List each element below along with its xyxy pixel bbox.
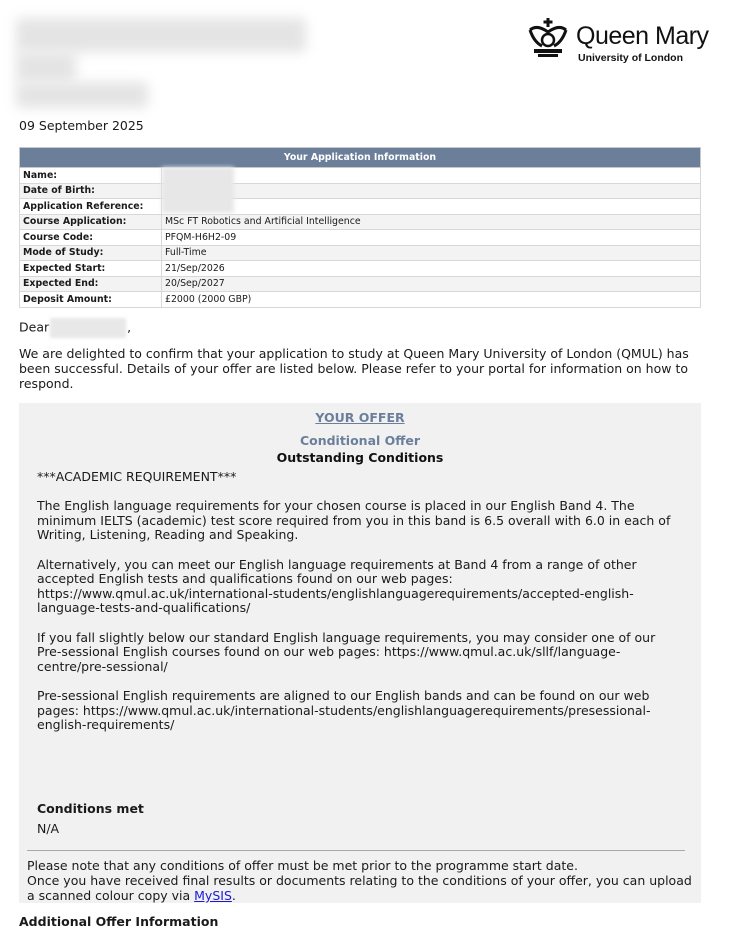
table-row [20,168,701,184]
row-value-dob [162,183,701,199]
table-row [20,183,701,199]
additional-offer-heading: Additional Offer Information [19,914,219,929]
row-value-start: 21/Sep/2026 [162,261,701,277]
offer-heading: YOUR OFFER [315,410,405,425]
mysis-link[interactable]: MySIS [194,888,232,903]
letter-date: 09 September 2025 [19,118,144,133]
conditions-met-value: N/A [37,821,60,836]
condition-paragraph: ***ACADEMIC REQUIREMENT*** [37,469,237,484]
row-label-start: Expected Start: [20,261,162,277]
table-row [20,199,701,215]
condition-paragraph: If you fall slightly below our standard English language requirements, you may consider one of our Pre-sessional English courses found on our web pages: https://www.qmul.ac.uk/sllf/language-centre/pre-sessional/ [37,629,656,674]
logo-name: Queen Mary [576,22,709,50]
application-info-title: Your Application Information [20,148,701,168]
note-end: . [231,888,236,903]
salutation: Dear [19,319,50,335]
redacted-address [16,18,306,52]
row-label-end: Expected End: [20,276,162,292]
condition-paragraph: The English language requirements for your chosen course is placed in our English Band 4. The minimum IELTS (academic) test score required from you in this band is 6.5 overall with 6.0 in each of Writing, Listening, Reading and Speaking. [37,498,671,543]
table-row [20,230,701,246]
redacted-personal-details [162,167,234,213]
row-value-mode: Full-Time [162,245,701,261]
condition-paragraph: Alternatively, you can meet our English language requirements at Band 4 from a range of other accepted English tests and qualifications found on our web pages: https://www.qmul.ac.uk/international-students/englishlanguagerequirements/accepted-english-language-tests-and-qualifications/ [37,556,637,616]
redacted-address-line-3 [16,82,148,108]
conditions-met-heading: Conditions met [37,801,144,816]
table-row [20,261,701,277]
redacted-recipient-name [50,318,126,338]
table-row [20,292,701,308]
row-value-end: 20/Sep/2027 [162,276,701,292]
table-row [20,276,701,292]
offer-type: Conditional Offer [299,433,421,448]
salutation-punctuation: , [127,319,132,335]
crown-crest-icon [526,18,570,58]
greeting [19,318,131,338]
row-label-course-code: Course Code: [20,230,162,246]
note-line-2: Once you have received final results or documents relating to the conditions of your offer, you can upload a scanned colour copy via [27,873,692,903]
offer-panel [19,403,701,903]
redacted-address-line-2 [16,52,76,82]
row-value-reference [162,199,701,215]
outstanding-conditions-heading: Outstanding Conditions [276,450,444,465]
university-logo [526,18,709,68]
conditions-text [37,470,683,747]
row-label-mode: Mode of Study: [20,245,162,261]
note-line-1: Please note that any conditions of offer must be met prior to the programme start date. [27,858,578,873]
row-value-name [162,168,701,184]
row-value-course-code: PFQM-H6H2-09 [162,230,701,246]
logo-subtitle: University of London [578,52,683,64]
table-row [20,245,701,261]
condition-paragraph: Pre-sessional English requirements are aligned to our English bands and can be found on our web pages: https://www.qmul.ac.uk/international-students/englishlanguagerequirements/presessional-english-requirements/ [37,687,651,733]
row-label-course: Course Application: [20,214,162,230]
row-label-reference: Application Reference: [20,199,162,215]
intro-paragraph: We are delighted to confirm that your application to study at Queen Mary University of London (QMUL) has been successful. Details of your offer are listed below. Please refer to your portal for information on how to respond. [19,346,689,391]
divider [27,850,685,851]
row-value-deposit: £2000 (2000 GBP) [162,292,701,308]
table-row [20,214,701,230]
row-label-name: Name: [20,168,162,184]
row-label-dob: Date of Birth: [20,183,162,199]
row-label-deposit: Deposit Amount: [20,292,162,308]
offer-note [27,858,699,903]
row-value-course: MSc FT Robotics and Artificial Intelligence [162,214,701,230]
application-info-table [19,147,701,308]
